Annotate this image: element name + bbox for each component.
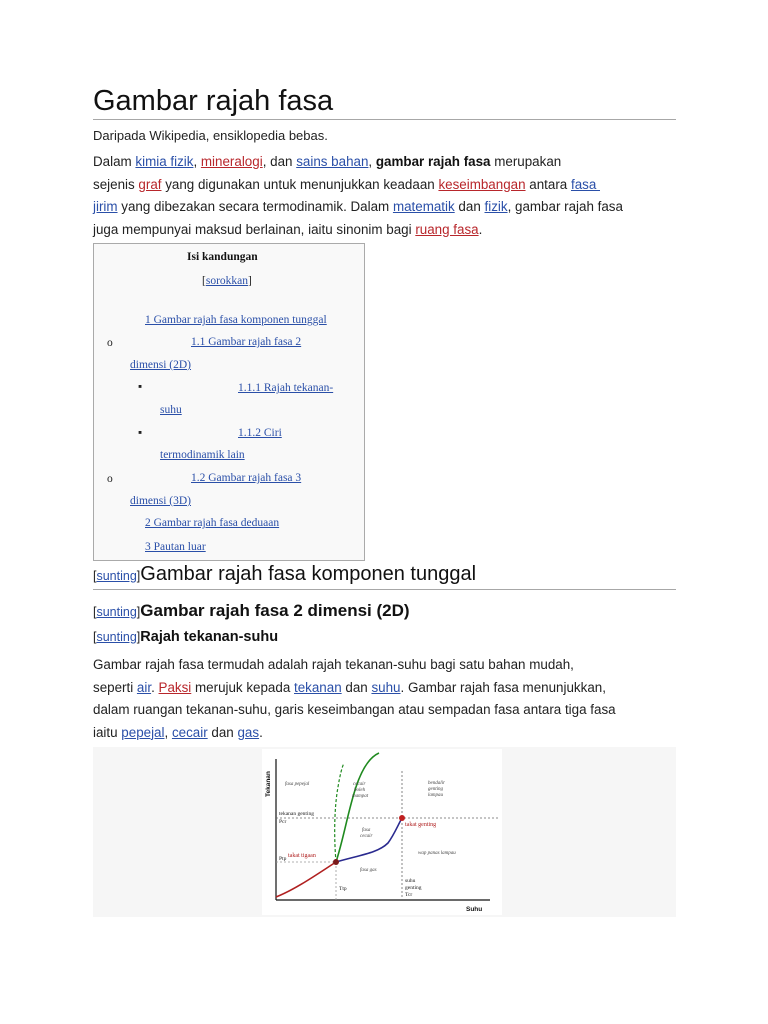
square-bullet-icon: ▪ (138, 381, 143, 393)
bracket: [ (93, 605, 97, 619)
heading-text: Gambar rajah fasa 2 dimensi (2D) (140, 601, 410, 620)
link-cecair[interactable]: cecair (171, 724, 208, 740)
text: merujuk kepada (191, 679, 294, 695)
text: . Gambar rajah fasa menunjukkan, (400, 679, 606, 695)
edit-section (93, 569, 140, 583)
label-solid: fasa pepejal (285, 782, 310, 787)
page-title: Gambar rajah fasa (93, 85, 334, 117)
bracket: ] (136, 630, 141, 644)
label-gas: fasa gas (360, 868, 377, 873)
text: , (164, 724, 172, 740)
circle-bullet-icon: o (107, 473, 113, 485)
text: yang digunakan untuk menunjukkan keadaan (161, 176, 439, 192)
intro-paragraph (93, 151, 676, 241)
body-paragraph (93, 654, 676, 744)
label-critical-point: takat genting (405, 822, 437, 828)
link-fasa[interactable]: fasa (570, 176, 600, 192)
label-liquid-1: fasa (362, 828, 371, 833)
text: Gambar rajah fasa termudah adalah rajah tekanan-suhu bagi satu bahan mudah, (93, 657, 574, 672)
link-pepejal[interactable]: pepejal (121, 724, 165, 740)
text: iaitu (93, 724, 122, 740)
heading-komponen-tunggal (93, 563, 476, 586)
toc-item-1-1-cont[interactable]: dimensi (2D) (130, 359, 192, 371)
label-critical-temp-2: genting (405, 885, 422, 891)
text: . (151, 679, 159, 695)
link-sains-bahan[interactable]: sains bahan (296, 154, 369, 169)
text: , gambar rajah fasa (507, 199, 623, 214)
critical-point-marker (399, 815, 405, 821)
toc-item-1[interactable]: 1 Gambar rajah fasa komponen tunggal (145, 314, 327, 326)
toc-item-1-1-1-cont[interactable]: suhu (160, 404, 182, 416)
toc-item-3[interactable]: 3 Pautan luar (145, 541, 206, 553)
toc-item-1-2-cont[interactable]: dimensi (3D) (130, 495, 192, 507)
bold-term: gambar rajah fasa (375, 154, 491, 169)
toc-toggle (202, 275, 252, 287)
text: sejenis (93, 176, 139, 192)
label-pcr: Pcr (279, 819, 287, 825)
edit-link[interactable]: sunting (96, 630, 137, 644)
text: , dan (262, 154, 297, 169)
table-of-contents (93, 243, 365, 561)
toc-hide-link[interactable]: sorokkan (205, 275, 249, 287)
heading-divider (93, 589, 676, 590)
link-tekanan[interactable]: tekanan (294, 679, 342, 695)
label-supercritical-3: lampau (428, 793, 443, 798)
toc-item-1-1[interactable]: 1.1 Gambar rajah fasa 2 (191, 336, 302, 348)
text: dan (207, 724, 238, 740)
text: . (478, 221, 483, 237)
phase-diagram-svg (262, 749, 502, 915)
label-critical-temp-1: suhu (405, 878, 416, 884)
label-ttp: Ttp (339, 886, 347, 892)
label-ptp: Ptp (279, 856, 287, 862)
edit-section (93, 630, 140, 644)
text: dan (454, 199, 485, 214)
bracket: ] (248, 275, 252, 287)
link-graf[interactable]: graf (138, 176, 162, 192)
triple-point-marker (333, 859, 339, 865)
link-kimia-fizik[interactable]: kimia fizik (135, 154, 194, 169)
toc-item-1-2[interactable]: 1.2 Gambar rajah fasa 3 (191, 472, 302, 484)
label-critical-pressure: tekanan genting (279, 811, 314, 817)
link-ruang-fasa[interactable]: ruang fasa (415, 221, 479, 237)
title-divider (93, 119, 676, 120)
text: dan (341, 679, 372, 695)
text: , (368, 154, 376, 169)
link-fizik[interactable]: fizik (484, 199, 508, 214)
edit-link[interactable]: sunting (96, 569, 137, 583)
text: Dalam (93, 154, 136, 169)
heading-tekanan-suhu (93, 629, 278, 645)
bracket: [ (202, 275, 206, 287)
link-keseimbangan[interactable]: keseimbangan (438, 176, 526, 192)
edit-section (93, 605, 140, 619)
label-compressible-1: cecair (353, 782, 366, 787)
phase-diagram[interactable] (262, 749, 502, 915)
bracket: [ (93, 569, 97, 583)
text: antara (525, 176, 571, 192)
toc-item-2[interactable]: 2 Gambar rajah fasa deduaan (145, 517, 280, 529)
link-jirim[interactable]: jirim (93, 199, 118, 214)
solid-liquid-dashed-curve (335, 763, 344, 862)
label-compressible-3: mampat (352, 794, 369, 799)
text: seperti (93, 679, 137, 695)
toc-title: Isi kandungan (187, 251, 258, 263)
heading-2d (93, 601, 410, 621)
text: merupakan (490, 154, 562, 169)
heading-text: Gambar rajah fasa komponen tunggal (140, 563, 477, 585)
link-suhu[interactable]: suhu (371, 679, 401, 695)
label-supercritical-2: genting (428, 787, 443, 792)
label-supercritical-1: bendalir (428, 781, 445, 786)
bracket: ] (136, 605, 141, 619)
y-axis-label: Tekanan (265, 771, 272, 797)
link-matematik[interactable]: matematik (392, 199, 455, 214)
circle-bullet-icon: o (107, 337, 113, 349)
label-liquid-2: cecair (360, 834, 373, 839)
edit-link[interactable]: sunting (96, 605, 137, 619)
label-tcr: Tcr (405, 892, 413, 898)
toc-item-1-1-1[interactable]: 1.1.1 Rajah tekanan- (238, 382, 334, 394)
text: , (193, 154, 201, 169)
label-compressible-2: boleh (354, 788, 366, 793)
label-triple-point: takat tigaan (288, 853, 316, 859)
bracket: ] (136, 569, 141, 583)
page-subtitle: Daripada Wikipedia, ensiklopedia bebas. (93, 128, 328, 143)
square-bullet-icon: ▪ (138, 427, 143, 439)
x-axis-label: Suhu (466, 906, 483, 913)
link-gas[interactable]: gas (237, 724, 260, 740)
label-superheated: wap panas lampau (418, 851, 456, 856)
solid-liquid-curve (336, 753, 379, 862)
bracket: [ (93, 630, 97, 644)
toc-item-1-1-2[interactable]: 1.1.2 Ciri (238, 427, 282, 439)
link-air[interactable]: air (136, 679, 152, 695)
text: . (259, 724, 263, 740)
text: juga mempunyai maksud berlainan, iaitu sinonim bagi (93, 221, 416, 237)
text: yang dibezakan secara termodinamik. Dalam (117, 199, 393, 214)
link-paksi[interactable]: Paksi (158, 679, 192, 695)
text: dalam ruangan tekanan-suhu, garis keseimbangan atau sempadan fasa antara tiga fasa (93, 702, 616, 717)
link-mineralogi[interactable]: mineralogi (200, 154, 263, 169)
heading-text: Rajah tekanan-suhu (140, 629, 279, 645)
toc-item-1-1-2-cont[interactable]: termodinamik lain (160, 449, 245, 461)
solid-gas-curve (276, 862, 336, 897)
